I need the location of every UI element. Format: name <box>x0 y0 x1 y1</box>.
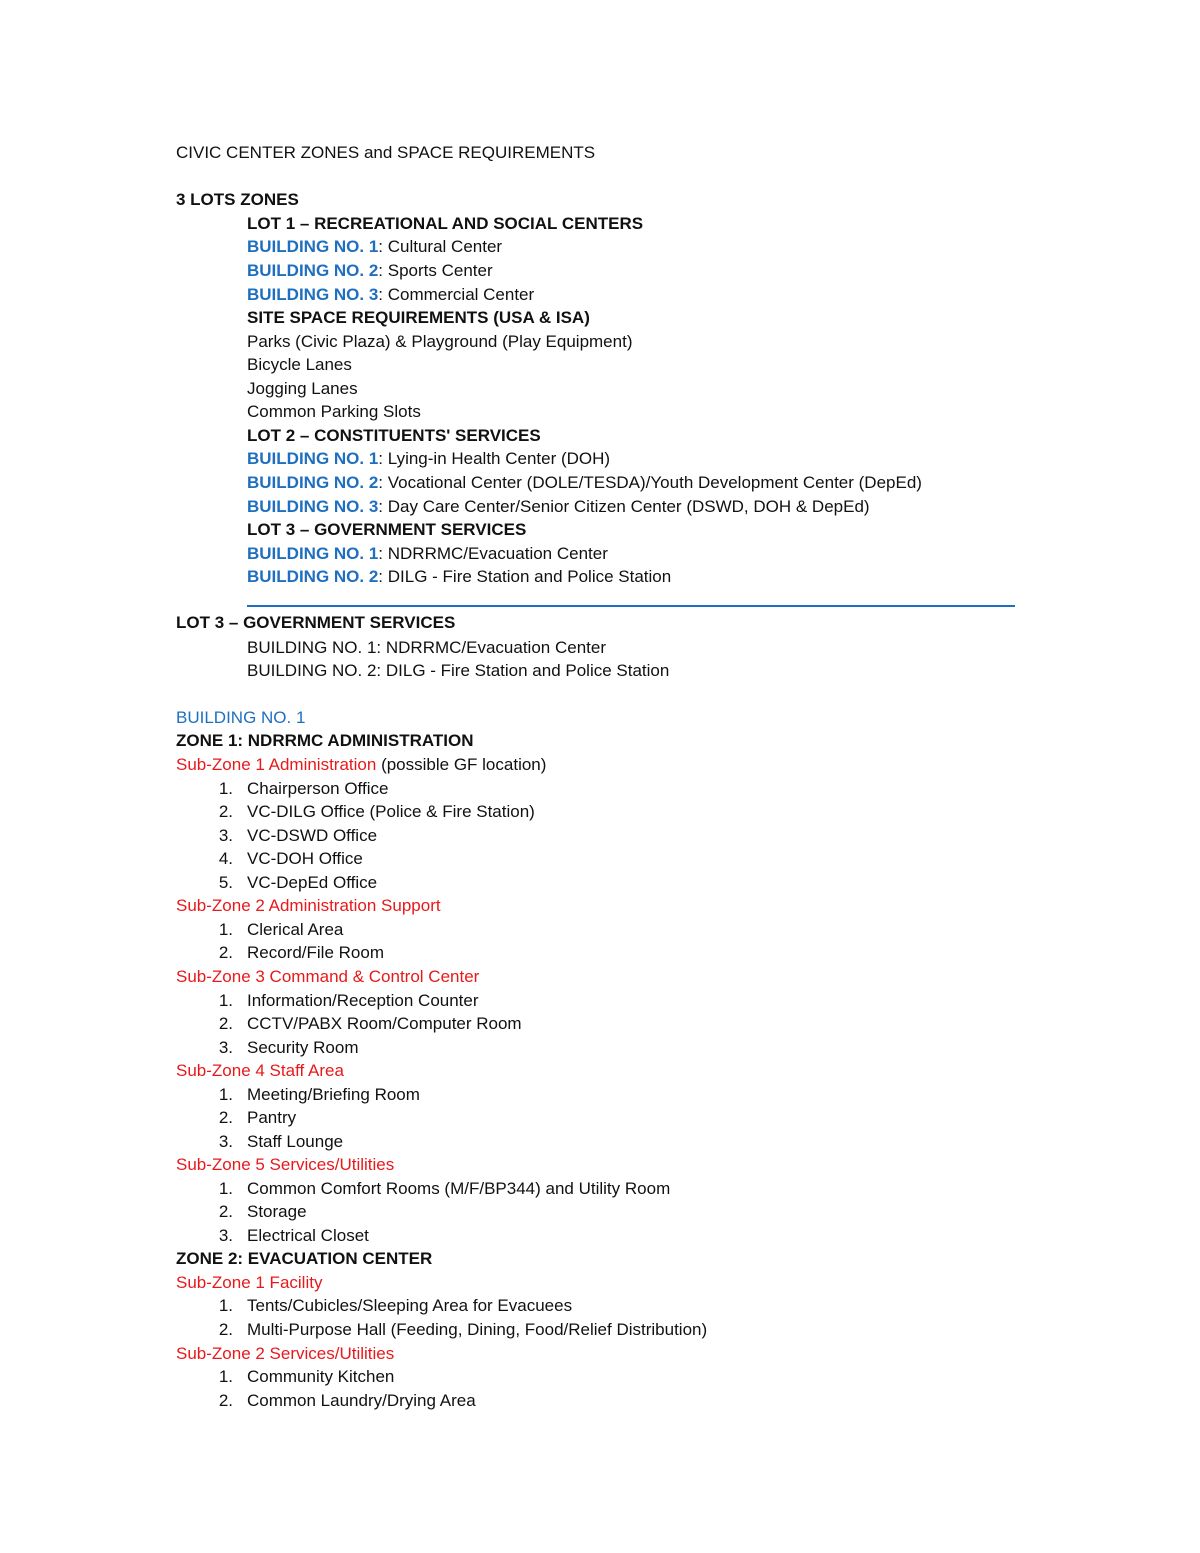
list-text: Pantry <box>247 1108 297 1127</box>
subzone-title: Sub-Zone 2 Administration Support <box>176 896 441 915</box>
blue-divider <box>247 605 1015 607</box>
subzone-title: Sub-Zone 5 Services/Utilities <box>176 1155 395 1174</box>
list-number: 2. <box>218 802 233 821</box>
lot3-heading: LOT 3 – GOVERNMENT SERVICES <box>247 520 527 539</box>
list-number: 2. <box>218 1108 233 1127</box>
list-item <box>0 848 1200 870</box>
lot2-heading: LOT 2 – CONSTITUENTS' SERVICES <box>247 426 541 445</box>
list-text: Security Room <box>247 1038 359 1057</box>
list-number: 1. <box>218 991 233 1010</box>
list-number: 2. <box>218 1391 233 1410</box>
list-text: Clerical Area <box>247 920 344 939</box>
list-item <box>0 1107 1200 1129</box>
building-desc: : Commercial Center <box>378 285 535 304</box>
building-desc: : Lying-in Health Center (DOH) <box>378 449 611 468</box>
lot3-repeat-line: BUILDING NO. 2: DILG - Fire Station and Police Station <box>247 661 670 680</box>
lot3-building-2 <box>247 566 671 588</box>
list-number: 4. <box>218 849 233 868</box>
lot3-repeat-line: BUILDING NO. 1: NDRRMC/Evacuation Center <box>247 638 606 657</box>
list-item <box>0 1178 1200 1200</box>
list-text: VC-DSWD Office <box>247 826 378 845</box>
list-item <box>0 1201 1200 1223</box>
list-number: 2. <box>218 1202 233 1221</box>
list-number: 2. <box>218 1014 233 1033</box>
list-item <box>0 942 1200 964</box>
site-space-heading: SITE SPACE REQUIREMENTS (USA & ISA) <box>247 308 590 327</box>
list-item <box>0 1319 1200 1341</box>
list-number: 1. <box>218 920 233 939</box>
lot2-building-1 <box>247 448 610 470</box>
site-item: Common Parking Slots <box>247 402 421 421</box>
list-number: 3. <box>218 1132 233 1151</box>
site-item: Parks (Civic Plaza) & Playground (Play Equipment) <box>247 332 633 351</box>
subzone-title: Sub-Zone 3 Command & Control Center <box>176 967 480 986</box>
list-text: Common Comfort Rooms (M/F/BP344) and Utility Room <box>247 1179 671 1198</box>
list-item <box>0 919 1200 941</box>
building-desc: : Cultural Center <box>378 237 503 256</box>
list-item <box>0 778 1200 800</box>
list-text: VC-DOH Office <box>247 849 363 868</box>
list-text: Staff Lounge <box>247 1132 344 1151</box>
list-number: 2. <box>218 1320 233 1339</box>
list-item <box>0 1295 1200 1317</box>
building-tag: BUILDING NO. 1 <box>247 237 379 256</box>
list-item <box>0 825 1200 847</box>
list-number: 1. <box>218 1179 233 1198</box>
list-number: 1. <box>218 1296 233 1315</box>
list-text: VC-DepEd Office <box>247 873 378 892</box>
lot3-building-1 <box>247 543 608 565</box>
lot2-building-2 <box>247 472 922 494</box>
list-text: Storage <box>247 1202 307 1221</box>
list-text: Electrical Closet <box>247 1226 369 1245</box>
list-number: 3. <box>218 1038 233 1057</box>
list-item <box>0 1084 1200 1106</box>
list-number: 5. <box>218 873 233 892</box>
list-text: Common Laundry/Drying Area <box>247 1391 476 1410</box>
list-item <box>0 872 1200 894</box>
list-text: Meeting/Briefing Room <box>247 1085 420 1104</box>
building-desc: : DILG - Fire Station and Police Station <box>378 567 672 586</box>
list-text: Chairperson Office <box>247 779 389 798</box>
list-item <box>0 1366 1200 1388</box>
subzone-note: (possible GF location) <box>376 755 547 774</box>
lot1-building-1 <box>247 236 502 258</box>
lot2-building-3 <box>247 496 870 518</box>
building-desc: : Day Care Center/Senior Citizen Center (DSWD, DOH & DepEd) <box>378 497 870 516</box>
document-title: CIVIC CENTER ZONES and SPACE REQUIREMENTS <box>176 143 596 162</box>
lot1-heading: LOT 1 – RECREATIONAL AND SOCIAL CENTERS <box>247 214 644 233</box>
list-item <box>0 1225 1200 1247</box>
subzone-label: Sub-Zone 1 Administration <box>176 755 377 774</box>
list-text: Information/Reception Counter <box>247 991 479 1010</box>
subzone-title: Sub-Zone 2 Services/Utilities <box>176 1344 395 1363</box>
subzone-title <box>176 754 546 776</box>
list-number: 3. <box>218 1226 233 1245</box>
building-tag: BUILDING NO. 1 <box>247 544 379 563</box>
building-tag: BUILDING NO. 2 <box>247 261 379 280</box>
list-number: 1. <box>218 1367 233 1386</box>
building-desc: : Sports Center <box>378 261 493 280</box>
list-number: 1. <box>218 1085 233 1104</box>
list-item <box>0 1013 1200 1035</box>
building-tag: BUILDING NO. 3 <box>247 285 379 304</box>
list-text: CCTV/PABX Room/Computer Room <box>247 1014 522 1033</box>
site-item: Bicycle Lanes <box>247 355 352 374</box>
zone1-heading: ZONE 1: NDRRMC ADMINISTRATION <box>176 731 474 750</box>
lots-heading: 3 LOTS ZONES <box>176 190 299 209</box>
list-item <box>0 1390 1200 1412</box>
site-item: Jogging Lanes <box>247 379 358 398</box>
lot3-repeat-heading: LOT 3 – GOVERNMENT SERVICES <box>176 613 456 632</box>
list-item <box>0 1037 1200 1059</box>
list-text: Community Kitchen <box>247 1367 395 1386</box>
list-item <box>0 801 1200 823</box>
list-text: Record/File Room <box>247 943 384 962</box>
zone2-heading: ZONE 2: EVACUATION CENTER <box>176 1249 433 1268</box>
list-number: 2. <box>218 943 233 962</box>
subzone-title: Sub-Zone 4 Staff Area <box>176 1061 344 1080</box>
building-desc: : NDRRMC/Evacuation Center <box>378 544 608 563</box>
list-text: VC-DILG Office (Police & Fire Station) <box>247 802 535 821</box>
list-text: Multi-Purpose Hall (Feeding, Dining, Food/Relief Distribution) <box>247 1320 708 1339</box>
lot1-building-3 <box>247 284 534 306</box>
list-number: 1. <box>218 779 233 798</box>
lot1-building-2 <box>247 260 493 282</box>
list-text: Tents/Cubicles/Sleeping Area for Evacuees <box>247 1296 573 1315</box>
building1-heading: BUILDING NO. 1 <box>176 708 306 727</box>
building-tag: BUILDING NO. 1 <box>247 449 379 468</box>
subzone-title: Sub-Zone 1 Facility <box>176 1273 323 1292</box>
building-tag: BUILDING NO. 3 <box>247 497 379 516</box>
list-item <box>0 990 1200 1012</box>
building-tag: BUILDING NO. 2 <box>247 473 379 492</box>
building-tag: BUILDING NO. 2 <box>247 567 379 586</box>
list-number: 3. <box>218 826 233 845</box>
building-desc: : Vocational Center (DOLE/TESDA)/Youth Development Center (DepEd) <box>378 473 922 492</box>
list-item <box>0 1131 1200 1153</box>
